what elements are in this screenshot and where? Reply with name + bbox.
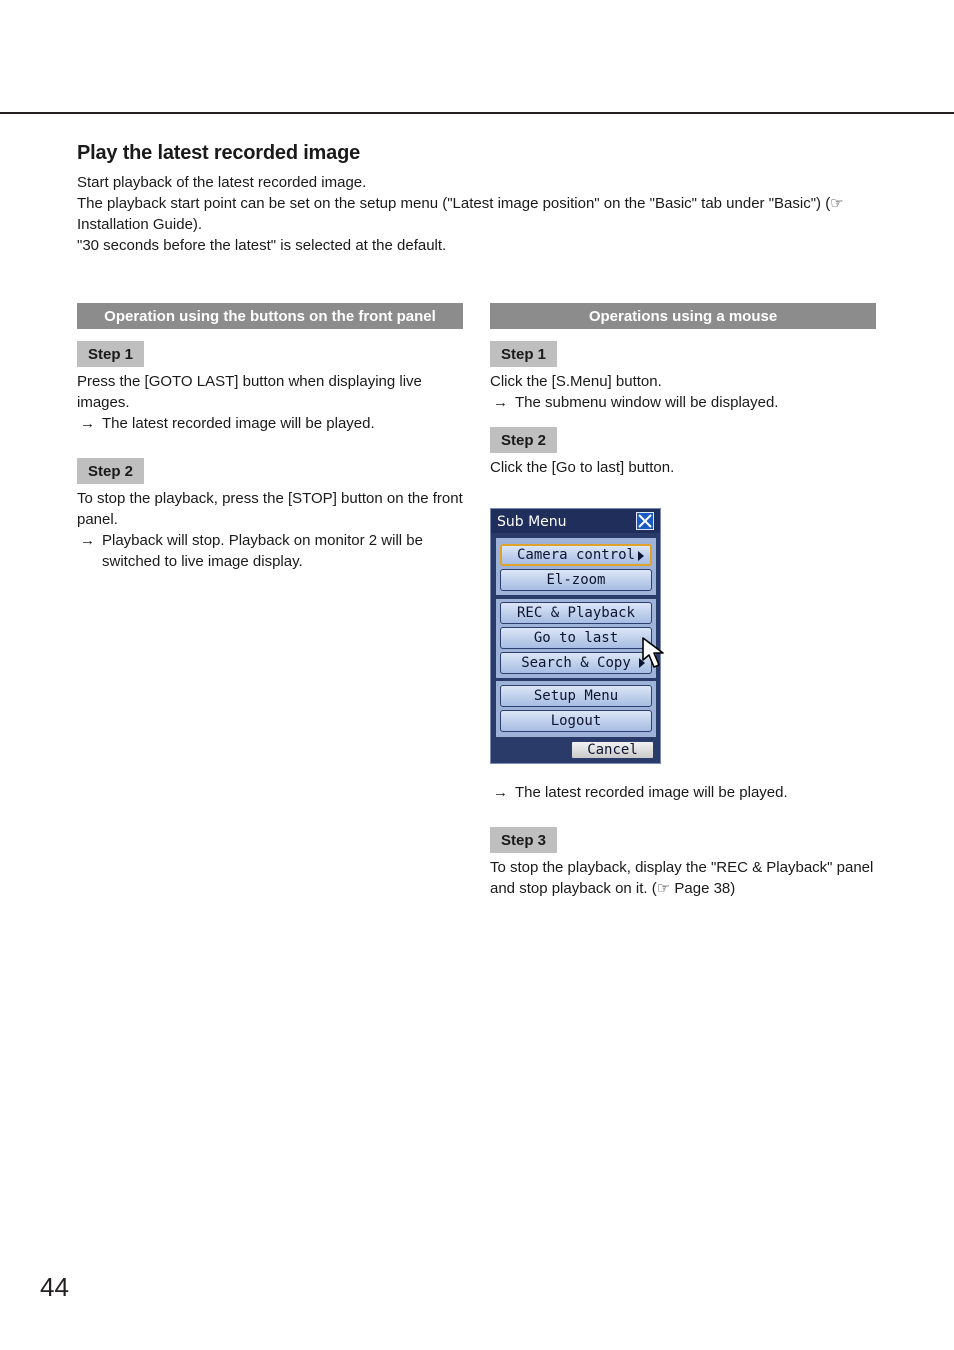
arrow-icon: → — [80, 415, 95, 432]
left-step-1-result-text: The latest recorded image will be played. — [102, 415, 375, 432]
rec-playback-button[interactable] — [500, 602, 652, 624]
search-copy-label: Search & Copy — [521, 655, 631, 671]
submenu-title: Sub Menu — [497, 514, 567, 530]
submenu-window — [490, 508, 661, 764]
right-step-1-badge: Step 1 — [490, 341, 557, 367]
left-step-2-result-text: Playback will stop. Playback on monitor 2 will be switched to live image display. — [102, 532, 423, 570]
search-copy-button[interactable] — [500, 652, 652, 674]
right-step-1-result — [490, 392, 876, 413]
right-step-2-badge: Step 2 — [490, 427, 557, 453]
right-step-2-result — [490, 782, 876, 803]
submenu-titlebar — [491, 509, 660, 533]
el-zoom-button[interactable] — [500, 569, 652, 591]
right-step-3-text: To stop the playback, display the "REC & Playback" panel and stop playback on it. (☞ Page 38) — [490, 859, 874, 897]
right-step-1-text: Click the [S.Menu] button. — [490, 373, 662, 390]
left-step-1-text: Press the [GOTO LAST] button when displaying live images. — [77, 373, 422, 411]
right-step-2-text: Click the [Go to last] button. — [490, 459, 675, 476]
cancel-label: Cancel — [587, 742, 638, 758]
intro-line-2: The playback start point can be set on the setup menu ("Latest image position" on the "Basic" tab under "Basic") (☞ Installation Guide). — [77, 195, 844, 233]
arrow-icon: → — [493, 394, 508, 411]
submenu-arrow-icon — [638, 551, 644, 561]
mouse-column — [490, 303, 876, 478]
left-step-1-badge: Step 1 — [77, 341, 144, 367]
mouse-pointer-icon — [641, 636, 673, 672]
close-icon[interactable] — [636, 512, 654, 530]
intro-line-3: "30 seconds before the latest" is selected at the default. — [77, 237, 447, 254]
mouse-header: Operations using a mouse — [490, 303, 876, 329]
right-step-3-badge: Step 3 — [490, 827, 557, 853]
go-to-last-label: Go to last — [533, 630, 619, 646]
right-step-2-result-text: The latest recorded image will be played. — [515, 784, 788, 801]
logout-button[interactable] — [500, 710, 652, 732]
el-zoom-label: El-zoom — [546, 572, 606, 588]
go-to-last-button[interactable] — [500, 627, 652, 649]
front-panel-header: Operation using the buttons on the front panel — [77, 303, 463, 329]
mouse-column-continued — [490, 782, 876, 899]
arrow-icon: → — [80, 532, 95, 549]
front-panel-column — [77, 303, 463, 572]
section-title: Play the latest recorded image — [77, 142, 361, 164]
page-number: 44 — [40, 1272, 69, 1302]
intro-line-1: Start playback of the latest recorded image. — [77, 174, 367, 191]
left-step-2-text: To stop the playback, press the [STOP] button on the front panel. — [77, 490, 463, 528]
rec-playback-label: REC & Playback — [516, 605, 635, 621]
arrow-icon: → — [493, 784, 508, 801]
left-step-1-result — [77, 413, 463, 434]
intro-text — [77, 172, 847, 256]
cancel-button[interactable] — [571, 741, 654, 759]
logout-label: Logout — [550, 713, 602, 729]
left-step-2-badge: Step 2 — [77, 458, 144, 484]
camera-control-label: Camera control — [516, 547, 635, 563]
right-step-1-result-text: The submenu window will be displayed. — [515, 394, 779, 411]
camera-control-button[interactable] — [500, 544, 652, 566]
left-step-2-result — [77, 530, 463, 572]
setup-menu-button[interactable] — [500, 685, 652, 707]
top-rule — [0, 112, 954, 114]
setup-menu-label: Setup Menu — [533, 688, 619, 704]
